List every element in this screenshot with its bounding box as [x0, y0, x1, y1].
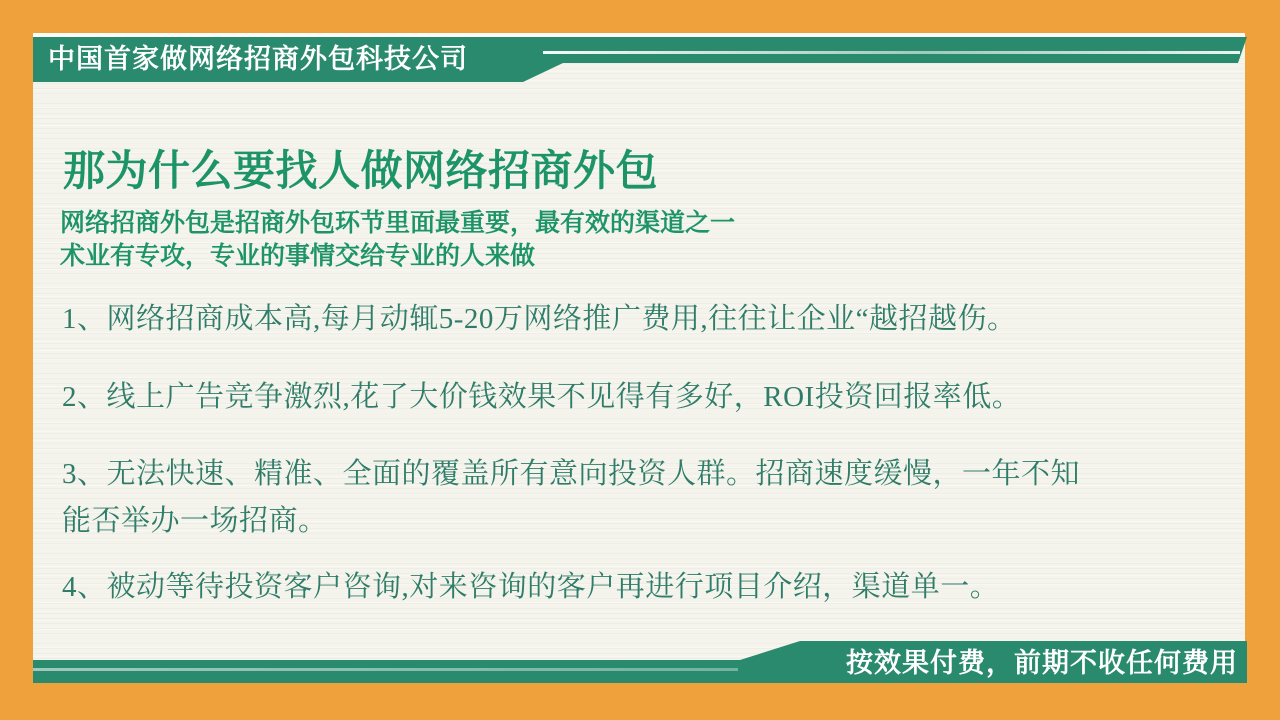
payment-banner: 按效果付费，前期不收任何费用	[846, 648, 1238, 678]
company-banner: 中国首家做网络招商外包科技公司	[48, 44, 468, 74]
body-point-3	[62, 451, 1182, 545]
header-accent-line	[543, 51, 1240, 54]
body-point-2: 2、线上广告竞争激烈,花了大价钱效果不见得有多好，ROI投资回报率低。	[62, 381, 1022, 413]
body-point-4: 4、被动等待投资客户咨询,对来咨询的客户再进行项目介绍，渠道单一。	[62, 571, 1000, 603]
page-title: 那为什么要找人做网络招商外包	[63, 147, 659, 194]
subtitle-line-2: 术业有专攻，专业的事情交给专业的人来做	[60, 242, 536, 270]
subtitle-block	[60, 207, 735, 273]
subtitle-line-1: 网络招商外包是招商外包环节里面最重要，最有效的渠道之一	[60, 209, 736, 237]
footer-accent-line	[33, 668, 738, 671]
body-point-3-line-2: 能否举办一场招商。	[62, 505, 328, 537]
body-point-3-line-1: 3、无法快速、精准、全面的覆盖所有意向投资人群。招商速度缓慢，一年不知	[62, 458, 1081, 490]
body-point-1: 1、网络招商成本高,每月动辄5-20万网络推广费用,往往让企业“越招越伤。	[62, 303, 1017, 335]
